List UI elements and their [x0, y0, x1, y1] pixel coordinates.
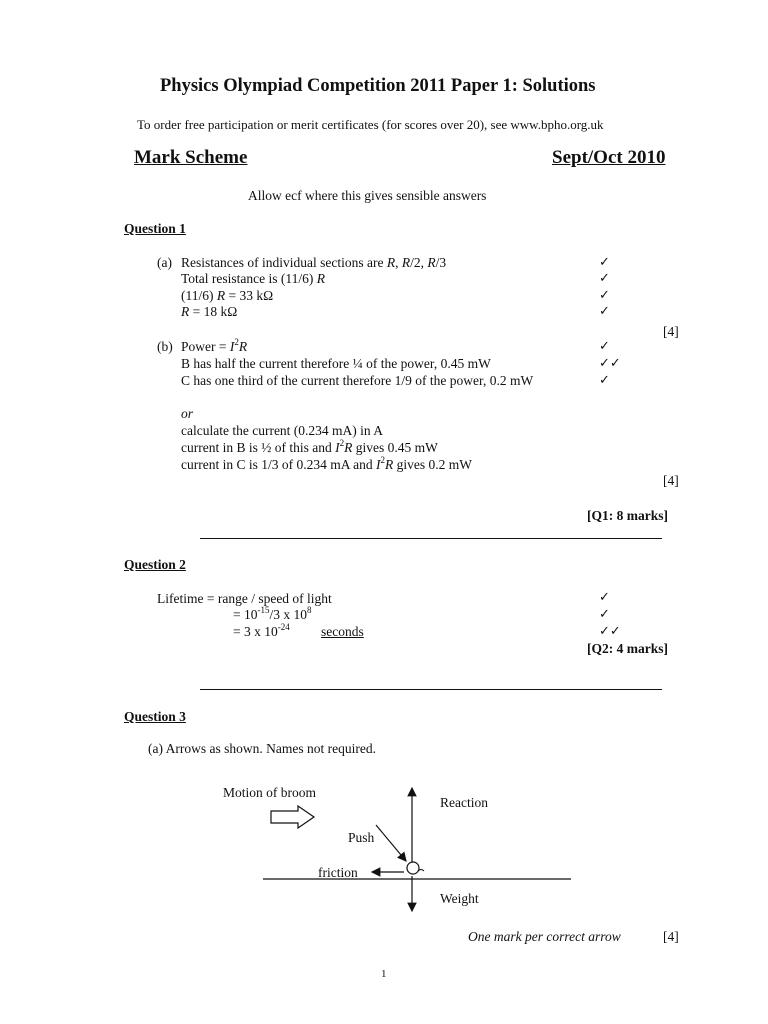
certificate-note: To order free participation or merit certificates (for scores over 20), see www.bpho.org.uk: [137, 117, 604, 132]
q1b-alt-line-1: calculate the current (0.234 mA) in A: [181, 423, 384, 438]
contact-mark: [418, 870, 424, 872]
q2-line-1: Lifetime = range / speed of light: [157, 591, 332, 606]
q2-total: [Q2: 4 marks]: [587, 641, 668, 656]
q1b-marks: [4]: [663, 473, 679, 488]
motion-arrow-icon: [271, 806, 314, 828]
push-arrow: [376, 825, 406, 861]
q1b-line-2: B has half the current therefore ¼ of the power, 0.45 mW: [181, 356, 491, 371]
tick-mark: ✓: [599, 590, 610, 605]
q1b-or: or: [181, 406, 194, 421]
q2-unit: seconds: [321, 624, 364, 639]
page-number: 1: [381, 968, 387, 980]
broom-head: [407, 862, 419, 874]
q1b-alt-line-2: current in B is ½ of this and $I^2R$ gives 0.45 mW: [181, 437, 438, 455]
tick-mark: ✓: [599, 373, 610, 388]
tick-mark: ✓: [599, 288, 610, 303]
q1a-line-1: Resistances of individual sections are R, R/2, R/3: [181, 255, 447, 270]
q3a-text: (a) Arrows as shown. Names not required.: [148, 741, 376, 756]
ecf-note: Allow ecf where this gives sensible answers: [248, 188, 487, 203]
q1b-line-1: Power = $I^2R$: [181, 336, 248, 354]
tick-mark: ✓: [599, 607, 610, 622]
tick-mark: ✓✓: [599, 624, 621, 639]
question-2-heading: Question 2: [124, 557, 186, 572]
friction-label: friction: [318, 865, 358, 880]
q1a-line-3: (11/6) R = 33 kΩ: [181, 288, 274, 303]
q1-total: [Q1: 8 marks]: [587, 508, 668, 523]
divider: [200, 689, 662, 690]
q1b-alt-line-3: current in C is 1/3 of 0.234 mA and $I^2R$ gives 0.2 mW: [181, 454, 472, 472]
reaction-label: Reaction: [440, 795, 488, 810]
motion-label: Motion of broom: [223, 785, 316, 800]
q1a-line-4: R = 18 kΩ: [181, 304, 238, 319]
divider: [200, 538, 662, 539]
tick-mark: ✓: [599, 304, 610, 319]
page-title: Physics Olympiad Competition 2011 Paper 1: Solutions: [160, 76, 596, 96]
tick-mark: ✓: [599, 255, 610, 270]
q1a-marks: [4]: [663, 324, 679, 339]
q3-mark-note: One mark per correct arrow: [468, 929, 621, 944]
question-3-heading: Question 3: [124, 709, 186, 724]
q1b-label: (b): [157, 339, 173, 354]
q1a-label: (a): [157, 255, 172, 270]
push-label: Push: [348, 830, 375, 845]
tick-mark: ✓: [599, 271, 610, 286]
tick-mark: ✓: [599, 339, 610, 354]
date-heading: Sept/Oct 2010: [552, 147, 666, 168]
q2-line-2: = $10^{-15}/3$ x $10^8$: [233, 604, 312, 622]
q1b-line-3: C has one third of the current therefore 1/9 of the power, 0.2 mW: [181, 373, 534, 388]
q2-line-3: = 3 x $10^{-24}$: [233, 621, 290, 639]
q1a-line-2: Total resistance is (11/6) R: [181, 271, 326, 286]
weight-label: Weight: [440, 891, 479, 906]
question-1-heading: Question 1: [124, 221, 186, 236]
tick-mark: ✓✓: [599, 356, 621, 371]
q3-marks: [4]: [663, 929, 679, 944]
mark-scheme-heading: Mark Scheme: [134, 147, 248, 168]
